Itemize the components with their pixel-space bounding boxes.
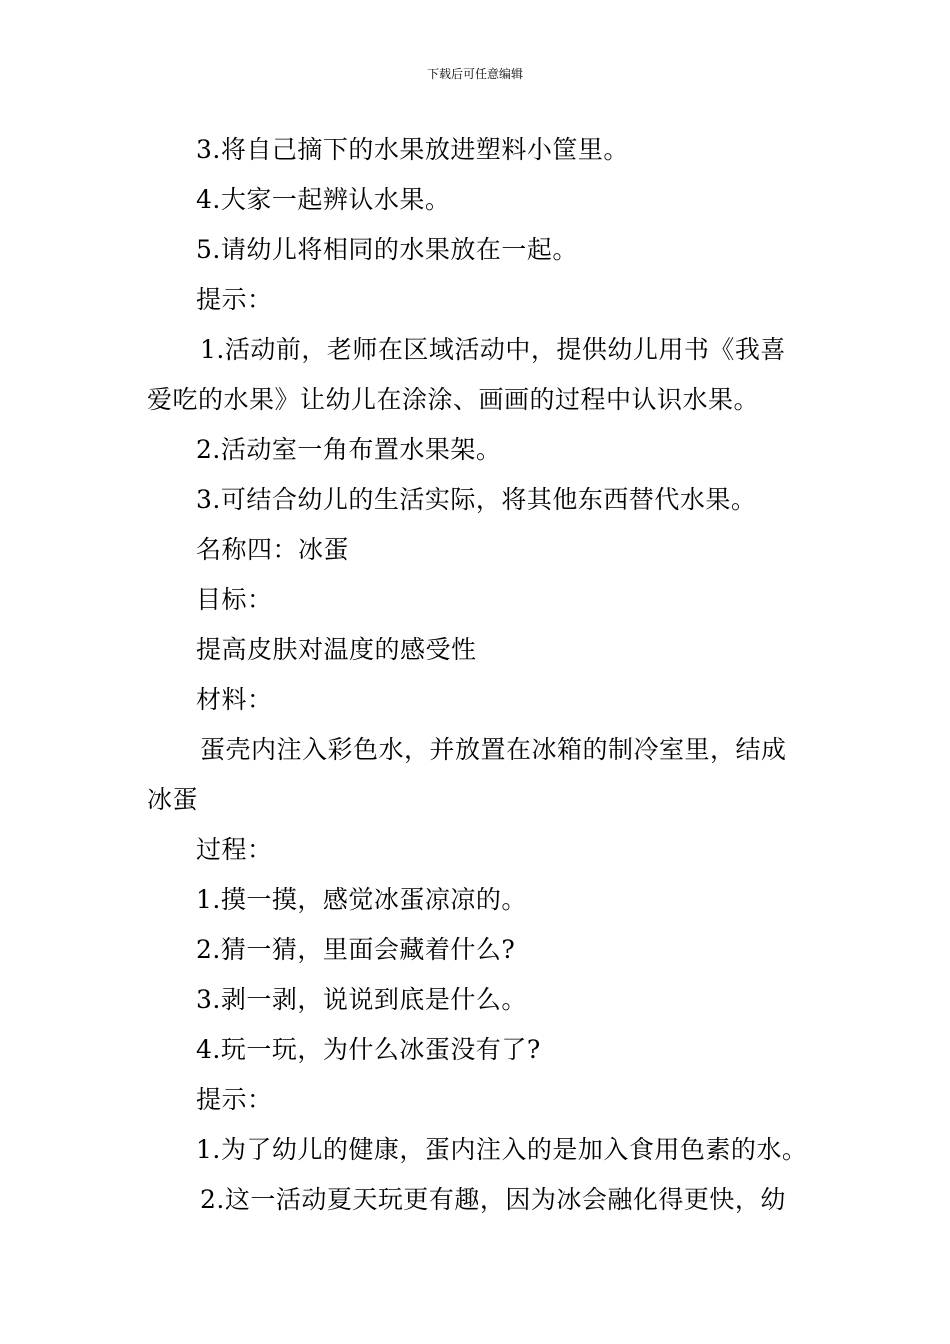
process-step-1: 1.摸一摸，感觉冰蛋凉凉的。 [196,885,527,914]
process-heading: 过程： [196,835,273,864]
page-header: 下载后可任意编辑 [426,67,523,81]
tip-3-paragraph: 3.可结合幼儿的生活实际，将其他东西替代水果。 [196,485,757,514]
step-3-paragraph: 3.将自己摘下的水果放进塑料小筐里。 [196,135,629,164]
process-step-3: 3.剥一剥，说说到底是什么。 [196,985,527,1014]
materials-paragraph-line-2: 冰蛋 [147,785,199,814]
tips-heading: 提示： [196,285,273,314]
step-5-paragraph: 5.请幼儿将相同的水果放在一起。 [196,235,578,264]
tips-heading-2: 提示： [196,1085,273,1114]
tip-1-paragraph-line-2: 爱吃的水果》让幼儿在涂涂、画画的过程中认识水果。 [147,385,760,414]
materials-heading: 材料： [196,685,273,714]
activity-name-heading: 名称四：冰蛋 [196,535,350,564]
process-step-4: 4.玩一玩，为什么冰蛋没有了? [196,1035,541,1064]
goal-heading: 目标： [196,585,273,614]
process-step-2: 2.猜一猜，里面会藏着什么? [196,935,516,964]
materials-paragraph-line-1: 蛋壳内注入彩色水，并放置在冰箱的制冷室里，结成 [200,735,787,764]
step-4-paragraph: 4.大家一起辨认水果。 [196,185,451,214]
tip-2-paragraph-b: 2.这一活动夏天玩更有趣，因为冰会融化得更快，幼 [200,1185,786,1214]
goal-paragraph: 提高皮肤对温度的感受性 [196,635,477,664]
tip-1-paragraph-line-1: 1.活动前，老师在区域活动中，提供幼儿用书《我喜 [200,335,786,364]
tip-2-paragraph: 2.活动室一角布置水果架。 [196,435,502,464]
tip-1-paragraph-b: 1.为了幼儿的健康，蛋内注入的是加入食用色素的水。 [196,1135,808,1164]
